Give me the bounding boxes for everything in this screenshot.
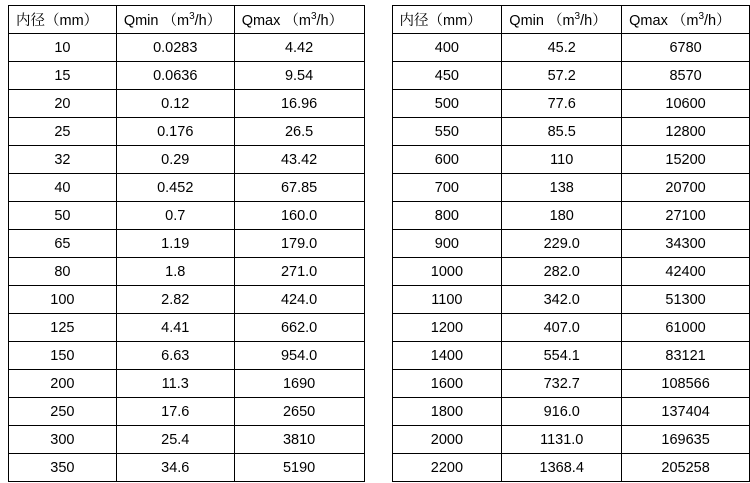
cell-qmin: 85.5 — [502, 118, 622, 146]
cell-qmin: 25.4 — [116, 426, 234, 454]
cell-inner-diameter: 1200 — [392, 314, 502, 342]
cell-qmax: 6780 — [622, 34, 750, 62]
table-row — [392, 398, 750, 426]
cell-inner-diameter: 40 — [9, 174, 117, 202]
cell-qmin: 0.0283 — [116, 34, 234, 62]
cell-qmax: 42400 — [622, 258, 750, 286]
cell-qmin: 4.41 — [116, 314, 234, 342]
cell-qmax: 108566 — [622, 370, 750, 398]
cell-qmax: 3810 — [234, 426, 364, 454]
table-row — [9, 258, 365, 286]
cell-inner-diameter: 1800 — [392, 398, 502, 426]
table-row — [9, 146, 365, 174]
cell-qmin: 77.6 — [502, 90, 622, 118]
table-row — [9, 454, 365, 482]
cell-inner-diameter: 350 — [9, 454, 117, 482]
table-row — [392, 90, 750, 118]
cell-qmin: 138 — [502, 174, 622, 202]
cell-qmin: 342.0 — [502, 286, 622, 314]
cell-qmin: 6.63 — [116, 342, 234, 370]
cell-qmin: 1131.0 — [502, 426, 622, 454]
table-row — [9, 62, 365, 90]
table-row — [9, 118, 365, 146]
cell-inner-diameter: 900 — [392, 230, 502, 258]
cell-qmin: 554.1 — [502, 342, 622, 370]
cell-qmin: 1.8 — [116, 258, 234, 286]
cell-qmin: 17.6 — [116, 398, 234, 426]
table-row — [392, 230, 750, 258]
cell-qmin: 57.2 — [502, 62, 622, 90]
header-qmin: Qmin $(m^3/h)$ — [116, 6, 234, 34]
table-row — [9, 230, 365, 258]
table-row — [392, 34, 750, 62]
cell-inner-diameter: 125 — [9, 314, 117, 342]
cell-qmax: 67.85 — [234, 174, 364, 202]
table-row — [392, 342, 750, 370]
cell-qmin: 732.7 — [502, 370, 622, 398]
cell-qmax: 10600 — [622, 90, 750, 118]
cell-qmin: 11.3 — [116, 370, 234, 398]
cell-qmax: 12800 — [622, 118, 750, 146]
cell-inner-diameter: 150 — [9, 342, 117, 370]
cell-qmax: 5190 — [234, 454, 364, 482]
cell-qmin: 407.0 — [502, 314, 622, 342]
cell-inner-diameter: 1600 — [392, 370, 502, 398]
cell-inner-diameter: 450 — [392, 62, 502, 90]
cell-inner-diameter: 1100 — [392, 286, 502, 314]
table-row — [9, 370, 365, 398]
cell-inner-diameter: 700 — [392, 174, 502, 202]
cell-qmax: 15200 — [622, 146, 750, 174]
table-row — [392, 118, 750, 146]
table-row — [392, 314, 750, 342]
cell-qmin: 1.19 — [116, 230, 234, 258]
cell-inner-diameter: 400 — [392, 34, 502, 62]
table-body-small — [9, 34, 365, 482]
cell-inner-diameter: 1000 — [392, 258, 502, 286]
cell-inner-diameter: 10 — [9, 34, 117, 62]
cell-inner-diameter: 20 — [9, 90, 117, 118]
table-row — [392, 146, 750, 174]
header-qmax: Qmax $(m^3/h)$ — [234, 6, 364, 34]
cell-qmin: 916.0 — [502, 398, 622, 426]
cell-inner-diameter: 50 — [9, 202, 117, 230]
cell-inner-diameter: 25 — [9, 118, 117, 146]
cell-qmax: 205258 — [622, 454, 750, 482]
table-row — [9, 342, 365, 370]
cell-inner-diameter: 250 — [9, 398, 117, 426]
table-row — [392, 202, 750, 230]
table-row — [392, 62, 750, 90]
cell-qmax: 424.0 — [234, 286, 364, 314]
cell-qmax: 179.0 — [234, 230, 364, 258]
table-row — [9, 90, 365, 118]
cell-qmax: 43.42 — [234, 146, 364, 174]
header-inner-diameter: 内径（mm） — [9, 6, 117, 34]
cell-inner-diameter: 65 — [9, 230, 117, 258]
cell-qmax: 9.54 — [234, 62, 364, 90]
cell-inner-diameter: 500 — [392, 90, 502, 118]
pipe-flow-table-small — [8, 5, 365, 482]
cell-inner-diameter: 15 — [9, 62, 117, 90]
cell-qmin: 0.176 — [116, 118, 234, 146]
table-row — [392, 258, 750, 286]
cell-qmax: 1690 — [234, 370, 364, 398]
cell-qmax: 2650 — [234, 398, 364, 426]
table-row — [9, 174, 365, 202]
table-row — [9, 314, 365, 342]
cell-qmin: 110 — [502, 146, 622, 174]
cell-qmin: 2.82 — [116, 286, 234, 314]
table-row — [392, 426, 750, 454]
cell-qmax: 8570 — [622, 62, 750, 90]
cell-qmax: 137404 — [622, 398, 750, 426]
header-qmax: Qmax $(m^3/h)$ — [622, 6, 750, 34]
cell-qmin: 282.0 — [502, 258, 622, 286]
cell-qmin: 1368.4 — [502, 454, 622, 482]
cell-qmin: 0.452 — [116, 174, 234, 202]
cell-qmax: 16.96 — [234, 90, 364, 118]
table-row — [9, 34, 365, 62]
cell-inner-diameter: 2000 — [392, 426, 502, 454]
pipe-flow-table-large — [392, 5, 750, 482]
cell-inner-diameter: 2200 — [392, 454, 502, 482]
cell-qmin: 0.12 — [116, 90, 234, 118]
cell-qmax: 20700 — [622, 174, 750, 202]
cell-qmin: 0.0636 — [116, 62, 234, 90]
table-body-large — [392, 34, 750, 482]
cell-qmin: 229.0 — [502, 230, 622, 258]
table-row — [9, 286, 365, 314]
cell-qmax: 954.0 — [234, 342, 364, 370]
cell-qmax: 26.5 — [234, 118, 364, 146]
cell-qmin: 45.2 — [502, 34, 622, 62]
table-row — [9, 426, 365, 454]
cell-qmax: 34300 — [622, 230, 750, 258]
table-row — [392, 286, 750, 314]
cell-qmax: 61000 — [622, 314, 750, 342]
cell-inner-diameter: 80 — [9, 258, 117, 286]
cell-qmax: 83121 — [622, 342, 750, 370]
cell-qmax: 662.0 — [234, 314, 364, 342]
cell-qmin: 0.29 — [116, 146, 234, 174]
cell-inner-diameter: 800 — [392, 202, 502, 230]
cell-inner-diameter: 200 — [9, 370, 117, 398]
table-header-row-small — [9, 6, 365, 34]
cell-inner-diameter: 1400 — [392, 342, 502, 370]
cell-qmax: 160.0 — [234, 202, 364, 230]
cell-inner-diameter: 550 — [392, 118, 502, 146]
table-header-row-large — [392, 6, 750, 34]
cell-qmin: 180 — [502, 202, 622, 230]
cell-qmin: 0.7 — [116, 202, 234, 230]
header-inner-diameter: 内径（mm） — [392, 6, 502, 34]
cell-qmax: 169635 — [622, 426, 750, 454]
cell-qmax: 4.42 — [234, 34, 364, 62]
table-row — [9, 202, 365, 230]
table-row — [392, 174, 750, 202]
cell-qmin: 34.6 — [116, 454, 234, 482]
cell-inner-diameter: 600 — [392, 146, 502, 174]
table-row — [392, 370, 750, 398]
table-row — [392, 454, 750, 482]
cell-inner-diameter: 100 — [9, 286, 117, 314]
cell-inner-diameter: 300 — [9, 426, 117, 454]
header-qmin: Qmin $(m^3/h)$ — [502, 6, 622, 34]
cell-qmax: 271.0 — [234, 258, 364, 286]
cell-qmax: 51300 — [622, 286, 750, 314]
cell-inner-diameter: 32 — [9, 146, 117, 174]
cell-qmax: 27100 — [622, 202, 750, 230]
table-row — [9, 398, 365, 426]
